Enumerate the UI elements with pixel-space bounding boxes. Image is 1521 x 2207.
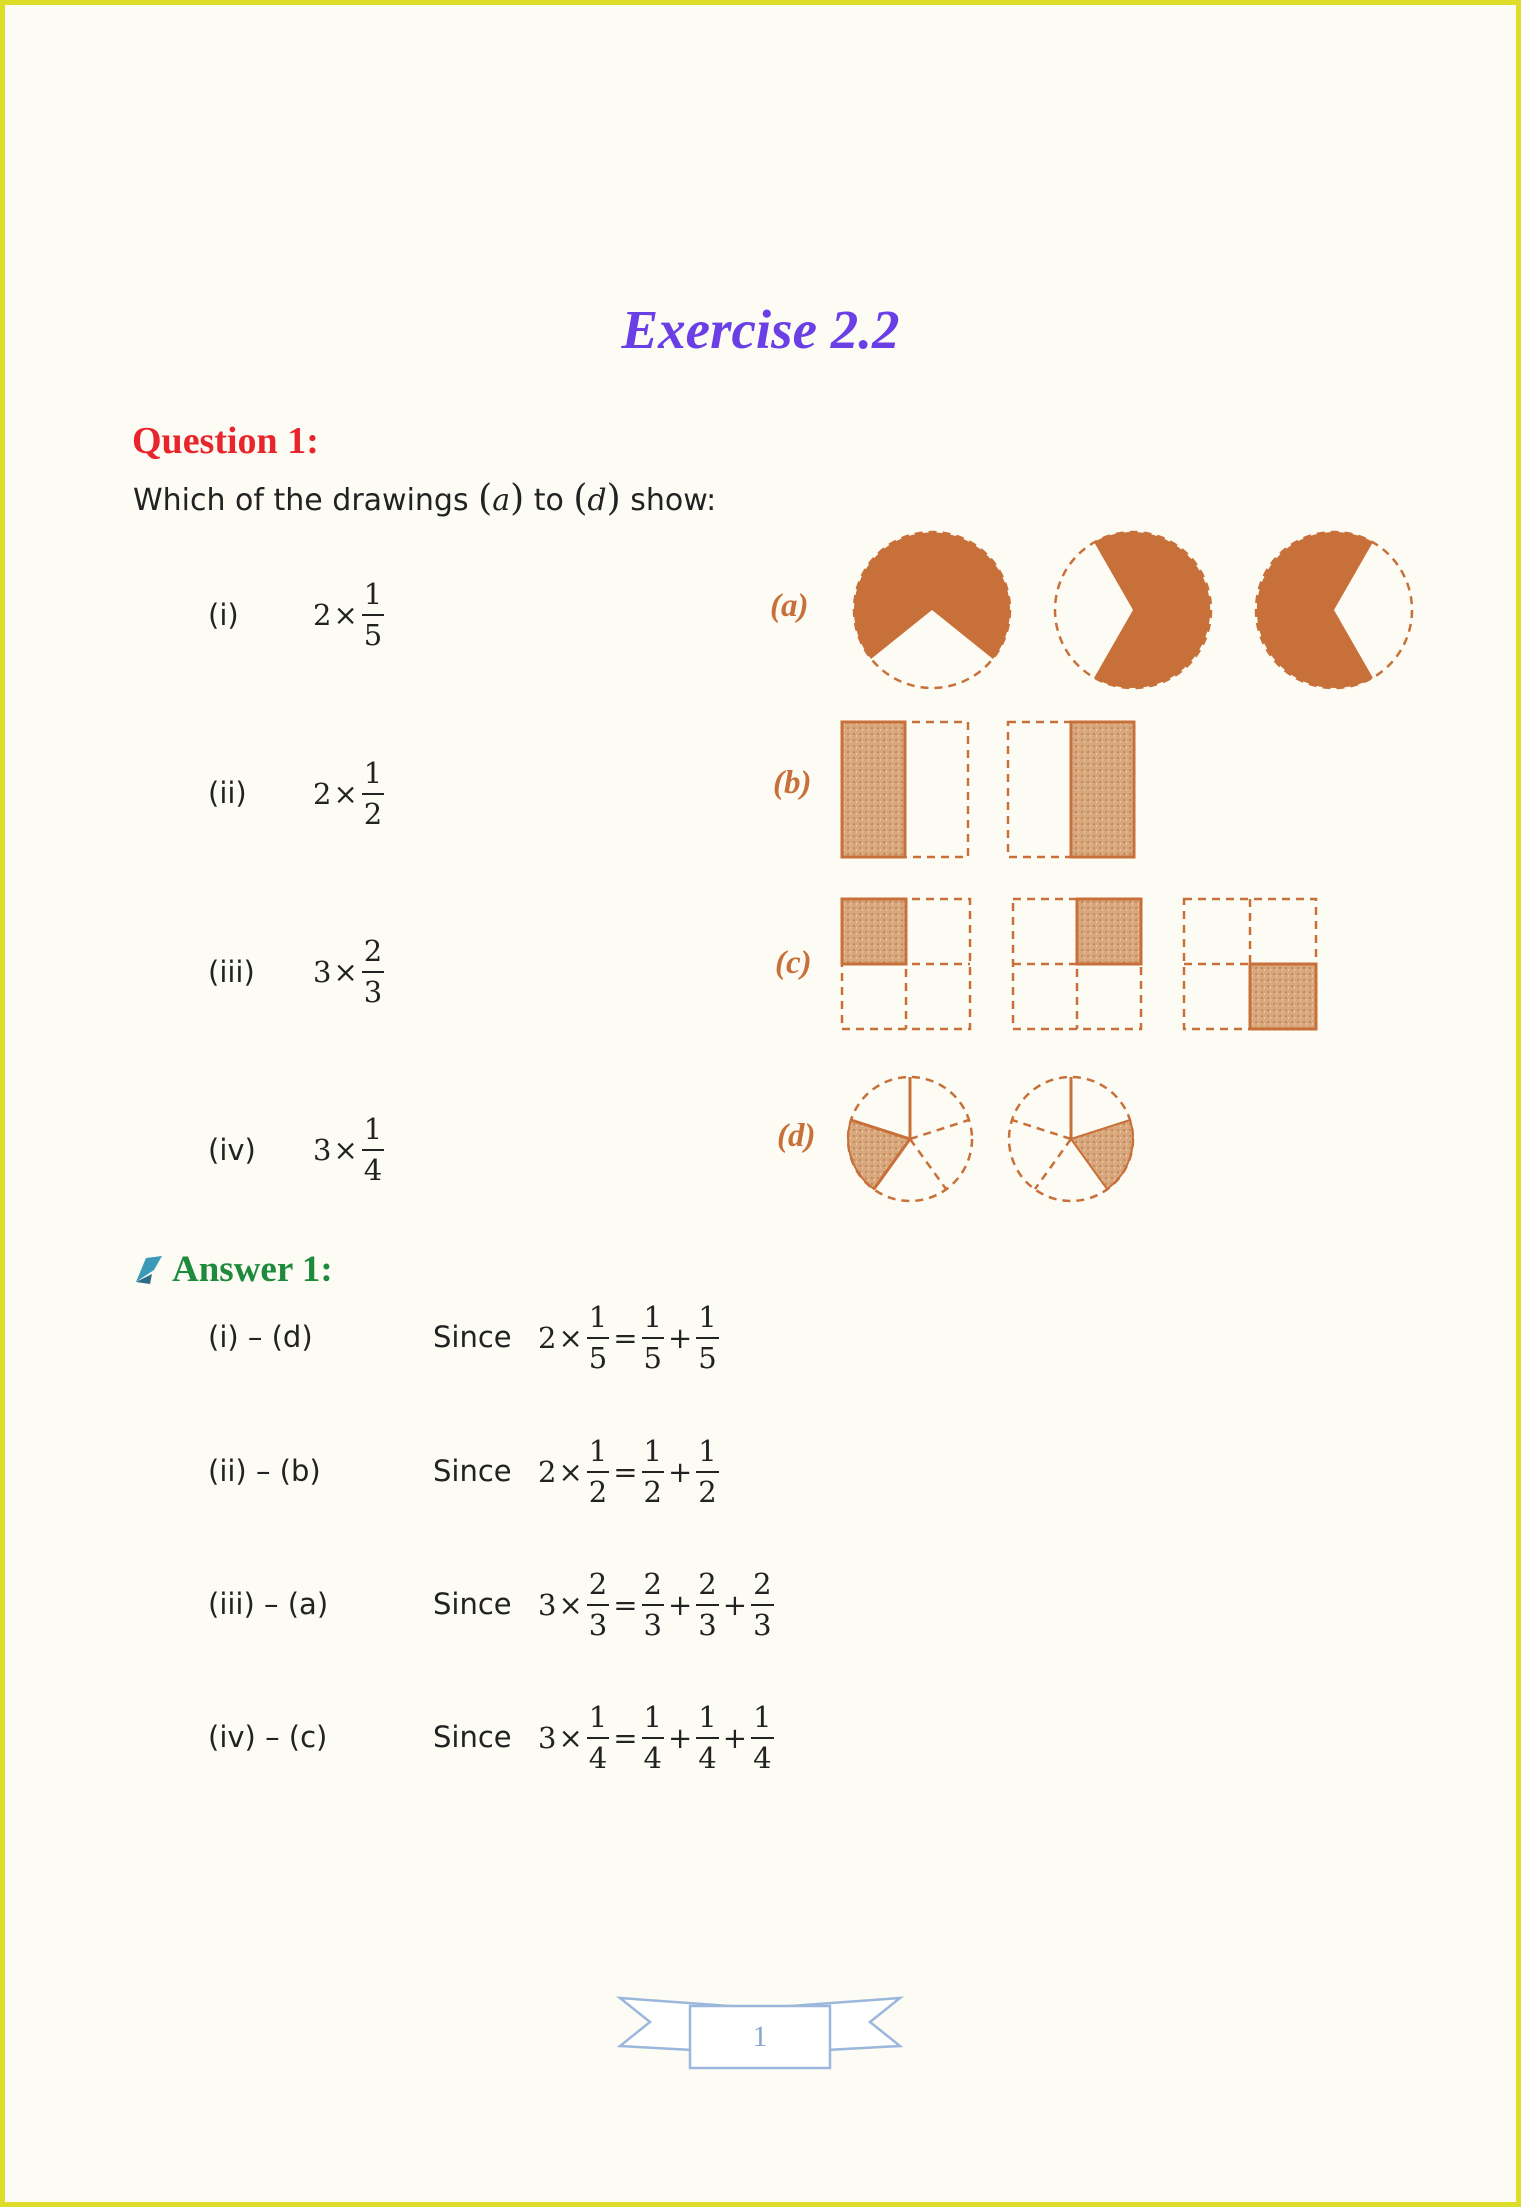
answer-row-label: (i) – (d)	[208, 1320, 313, 1354]
item-whole: 2	[538, 1455, 557, 1489]
question-text: Which of the drawings (a) to (d) show:	[133, 478, 717, 519]
question-item-label: (i)	[208, 598, 239, 632]
fraction: $\frac{1}{4}$	[588, 1700, 608, 1775]
question-var-a: a	[492, 483, 511, 518]
drawing-label-b: (b)	[773, 765, 812, 801]
fraction: $\frac{2}{3}$	[643, 1567, 662, 1642]
fraction: $\frac{1}{4}$	[698, 1700, 717, 1775]
item-whole: 3	[313, 955, 332, 989]
drawing-label-c: (c)	[775, 945, 812, 981]
numerator: 1	[362, 1115, 384, 1151]
fraction: $\frac{1}{2}$	[643, 1434, 662, 1509]
denominator: 3	[363, 975, 383, 1009]
item-whole: 2	[313, 777, 332, 811]
since-word: Since	[433, 1320, 512, 1354]
answer-row-expression: 2 × $\frac{1}{5}$ = $\frac{1}{5}$ + $\frac{1}{5}$	[538, 1300, 717, 1375]
answer-row-expression: 3 × $\frac{2}{3}$ = $\frac{2}{3}$ + $\frac{2}{3}$ + $\frac{2}{3}$	[538, 1567, 772, 1642]
question-item-expression: 3 × $\frac{1}{4}$	[313, 1112, 383, 1187]
question-item-label: (ii)	[208, 776, 247, 810]
exercise-title: Exercise 2.2	[621, 299, 900, 360]
item-whole: 3	[538, 1588, 557, 1622]
question-item-expression: 2 × $\frac{1}{5}$	[313, 577, 383, 652]
fraction: $\frac{2}{3}$	[588, 1567, 608, 1642]
answer-row-label: (iv) – (c)	[208, 1720, 328, 1754]
numerator: 1	[362, 759, 384, 795]
question-text-after: show:	[630, 483, 717, 518]
fraction: $\frac{2}{3}$	[753, 1567, 772, 1642]
numerator: 1	[362, 580, 384, 616]
fraction: $\frac{1}{5}$	[588, 1300, 608, 1375]
question-item-expression: 2 × $\frac{1}{2}$	[313, 756, 383, 831]
fraction: $\frac{2}{3}$	[698, 1567, 717, 1642]
answer-logo-icon	[132, 1252, 168, 1288]
drawing-b	[842, 722, 1134, 857]
answer-row-label: (iii) – (a)	[208, 1587, 329, 1621]
question-heading: Question 1:	[132, 420, 319, 462]
fraction: $\frac{1}{2}$	[698, 1434, 717, 1509]
drawing-d	[848, 1077, 1133, 1201]
drawing-c	[842, 899, 1316, 1029]
answer-row-expression: 3 × $\frac{1}{4}$ = $\frac{1}{4}$ + $\frac{1}{4}$ + $\frac{1}{4}$	[538, 1700, 772, 1775]
answer-heading: Answer 1:	[172, 1249, 333, 1290]
item-whole: 2	[538, 1321, 557, 1355]
drawing-label-d: (d)	[777, 1118, 816, 1154]
answer-row-label: (ii) – (b)	[208, 1454, 321, 1488]
question-text-before: Which of the drawings	[133, 483, 469, 518]
since-word: Since	[433, 1454, 512, 1488]
drawing-a	[854, 532, 1412, 688]
fraction: $\frac{1}{5}$	[698, 1300, 717, 1375]
question-item-label: (iii)	[208, 955, 255, 989]
page-number: 1	[752, 2020, 768, 2053]
question-var-d: d	[587, 483, 607, 518]
denominator: 2	[363, 797, 383, 831]
since-word: Since	[433, 1587, 512, 1621]
fraction: $\frac{1}{5}$	[643, 1300, 662, 1375]
question-text-mid: to	[533, 483, 564, 518]
drawing-label-a: (a)	[770, 588, 809, 624]
item-whole: 2	[313, 598, 332, 632]
item-whole: 3	[538, 1721, 557, 1755]
since-word: Since	[433, 1720, 512, 1754]
fraction: $\frac{1}{2}$	[588, 1434, 608, 1509]
denominator: 5	[363, 618, 383, 652]
numerator: 2	[362, 937, 384, 973]
question-item-label: (iv)	[208, 1133, 256, 1167]
fraction: $\frac{1}{4}$	[643, 1700, 662, 1775]
answer-row-expression: 2 × $\frac{1}{2}$ = $\frac{1}{2}$ + $\frac{1}{2}$	[538, 1434, 717, 1509]
item-whole: 3	[313, 1133, 332, 1167]
fraction: $\frac{1}{4}$	[753, 1700, 772, 1775]
question-item-expression: 3 × $\frac{2}{3}$	[313, 934, 383, 1009]
denominator: 4	[363, 1153, 383, 1187]
